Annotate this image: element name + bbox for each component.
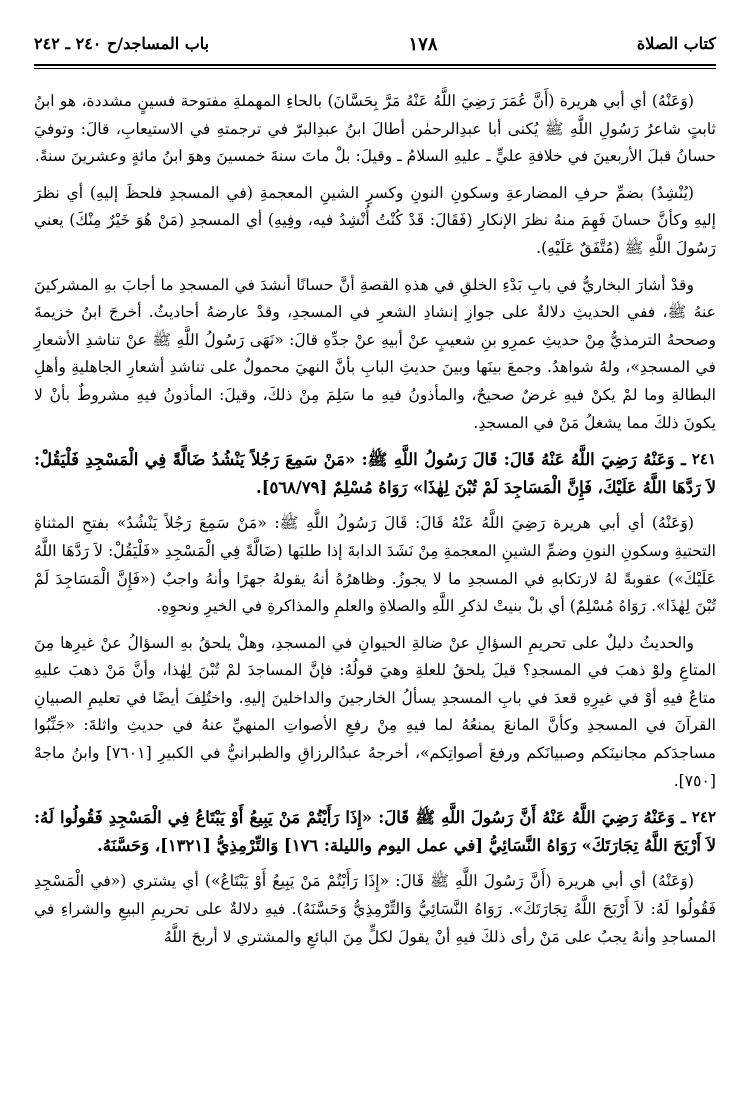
book-title: كتاب الصلاة bbox=[636, 34, 716, 53]
page-number: ١٧٨ bbox=[408, 34, 438, 55]
header-rule bbox=[34, 64, 716, 69]
hadith-text bbox=[34, 446, 716, 501]
hadith-number: ٢٤٢ bbox=[691, 808, 716, 827]
hadith-body: ـ وَعَنْهُ رَضِيَ اللَّهُ عَنْهُ أَنَّ رَسُولَ اللَّهِ ﷺ قَالَ: «إِذَا رَأَيْتُمْ مَنْ يَبِيعُ أَوْ يَبْتَاعُ فِي الْمَسْجِدِ فَقُولُوا لَهُ: لاَ أَرْبَحَ اللَّهُ تِجَارَتَكَ» رَوَاهُ النَّسَائِيُّ [في عمل اليوم والليلة: ١٧٦] وَالتِّرْمِذِيُّ [١٣٢١]، وَحَسَّنَهُ. bbox=[34, 808, 716, 855]
page-body bbox=[34, 88, 716, 960]
hadith-text bbox=[34, 804, 716, 859]
hadith-body: ـ وَعَنْهُ رَضِيَ اللَّهُ عَنْهُ قَالَ: قَالَ رَسُولُ اللَّهِ ﷺ: «مَنْ سَمِعَ رَجُلاً يَنْشُدُ ضَالَّةً فِي الْمَسْجِدِ فَلْيَقُلْ: لاَ رَدَّهَا اللَّهُ عَلَيْكَ، فَإِنَّ الْمَسَاجِدَ لَمْ تُبْنَ لِهٰذَا» رَوَاهُ مُسْلِمٌ [٥٦٨/٧٩]. bbox=[34, 450, 716, 497]
running-header bbox=[34, 34, 716, 68]
commentary-paragraph: (وَعَنْهُ) أي أبي هريرة رَضِيَ اللَّهُ عَنْهُ قَالَ: قَالَ رَسُولُ اللَّهِ ﷺ: «مَنْ سَمِعَ رَجُلاً يَنْشُدُ» بفتحِ المثناةِ التحتيةِ وسكونِ النونِ وضمِّ الشينِ المعجمةِ مِنْ نَشَدَ الدابةَ إذا طلبَها (ضَالَّةً فِي الْمَسْجِدِ «فَلْيَقُلْ: لاَ رَدَّهَا اللَّهُ عَلَيْكَ») عقوبةً لهُ لارتكابهِ في المسجدِ ما لا يجوزُ. وظاهرُهُ أنهُ يقولهُ جهرًا وأنهُ واجبٌ («فَإِنَّ الْمَسَاجِدَ لَمْ تُبْنَ لِهٰذَا». رَوَاهُ مُسْلِمٌ) أي بلْ بنيتْ لذكرِ اللَّهِ والصلاةِ والعلمِ والمذاكرةِ في الخيرِ ونحوِهِ. bbox=[34, 514, 716, 616]
commentary-paragraph: (وَعَنْهُ) أي أبي هريرة (أَنَّ رَسُولَ اللَّهِ ﷺ قَالَ: «إِذَا رَأَيْتُمْ مَنْ يَبِيعُ أَوْ يَبْتَاعُ») أي يشتري («في الْمَسْجِدِ فَقُولُوا لَهُ: لاَ أَرْبَحَ اللَّهُ تِجَارَتَكَ». رَوَاهُ النَّسَائِيُّ وَالتِّرْمِذِيُّ وَحَسَّنَهُ). فيهِ دلالةٌ على تحريمِ البيعِ والشراءِ في المساجدِ وأنهُ يجبُ على مَنْ رأى ذلكَ فيهِ أنْ يقولَ لكلٍّ مِنَ البائعِ والمشتري لا أربحَ اللَّهُ bbox=[34, 872, 716, 946]
hadith-number: ٢٤١ bbox=[691, 450, 716, 469]
commentary-paragraph: (وَعَنْهُ) أي أبي هريرة (أَنَّ عُمَرَ رَضِيَ اللَّهُ عَنْهُ مَرَّ بِحَسَّانَ) بالحاءِ المهملةِ مفتوحة فسينٍ مشددة، هو ابنُ ثابتٍ شاعرُ رَسُولِ اللَّهِ ﷺ يُكنى أبا عبدِالرحمٰن أطالَ ابنُ عبدِالبرّ في ترجمتهِ في الاستيعابِ، قالَ: وتوفيَ حسانُ قبلَ الأربعينَ في خلافةِ عليٍّ ـ عليهِ السلامُ ـ وقيلَ: بلْ ماتَ سنةَ خمسينَ وهوَ ابنُ مائةٍ وعشرينَ سنةً. bbox=[34, 92, 716, 166]
commentary-paragraph: (يُنْشِدُ) بضمِّ حرفِ المضارعةِ وسكونِ النونِ وكسرِ الشينِ المعجمةِ (في المسجدِ فلحظَ إليهِ) أي نظرَ إليهِ وكأنَّ حسانَ فَهِمَ منهُ نظرَ الإنكارِ (فَقَالَ: قَدْ كُنْتُ أُنْشِدُ فيه، وفِيهِ) أي المسجدِ (مَنْ هُوَ خَيْرٌ مِنْكَ) يعني رَسُولَ اللَّهِ ﷺ (مُتَّفَقٌ عَلَيْهِ). bbox=[34, 183, 716, 257]
chapter-title: باب المساجد/ح ٢٤٠ ـ ٢٤٢ bbox=[34, 34, 210, 53]
commentary-paragraph: والحديثُ دليلٌ على تحريمِ السؤالِ عنْ ضالةِ الحيوانِ في المسجدِ، وهلْ يلحقُ بهِ السؤالُ عنْ غيرِها مِنَ المتاعِ ولوْ ذهبَ في المسجدِ؟ قيلَ يلحقُ للعلةِ وهيَ قولُهُ: فإنَّ المساجدَ لمْ تُبْنَ لِهٰذا، وأنَّ مَنْ ذهبَ عليهِ متاعٌ فيهِ أوْ في غيرِهِ قعدَ في بابِ المسجدِ يسألُ الخارجينَ والداخلينَ إليهِ. واختُلِفَ أيضًا في تعليمِ الصبيانِ القرآنَ في المسجدِ وكأنَّ المانعَ يمنعُهُ لما فيهِ مِنْ رفعِ الأصواتِ المنهيِّ عنهُ في حديثِ واثلةَ: «جَنِّبُوا مساجدَكم مجانينَكم وصبيانَكم ورفعَ أصواتِكم»، أخرجهُ عبدُالرزاقِ والطبرانيُّ في الكبيرِ [٧٦٠١] وابنُ ماجهْ [٧٥٠]. bbox=[34, 633, 716, 790]
commentary-paragraph: وقدْ أشارَ البخاريُّ في بابِ بَدْءِ الخلقِ في هذهِ القصةِ أنَّ حسانًا أنشدَ في المسجدِ ما أجابَ بهِ المشركينَ عنهُ ﷺ، ففي الحديثِ دلالةٌ على جوازِ إنشادِ الشعرِ في المسجدِ، وقدْ عارضهُ أحاديثُ. أخرجَ ابنُ خزيمةَ وصححهُ الترمذيُّ مِنْ حديثِ عمرِو بنِ شعيبٍ عنْ أبيهِ عنْ جدِّهِ قالَ: «نَهَى رَسُولُ اللَّهِ ﷺ عنْ تناشدِ الأشعارِ في المسجدِ»، ولهُ شواهدُ. وجمعَ بينَها وبينَ حديثِ البابِ بأنَّ النهيَ محمولٌ على تناشدِ أشعارِ الجاهليةِ وأهلِ البطالةِ وما لمْ يكنْ فيهِ غرضٌ صحيحٌ، والمأذونُ فيهِ ما سَلِمَ مِنْ ذلكَ، وقيلَ: المأذونُ فيهِ مشروطٌ بأنْ لا يكونَ ذلكَ مما يشغلُ مَنْ في المسجدِ. bbox=[34, 275, 716, 432]
